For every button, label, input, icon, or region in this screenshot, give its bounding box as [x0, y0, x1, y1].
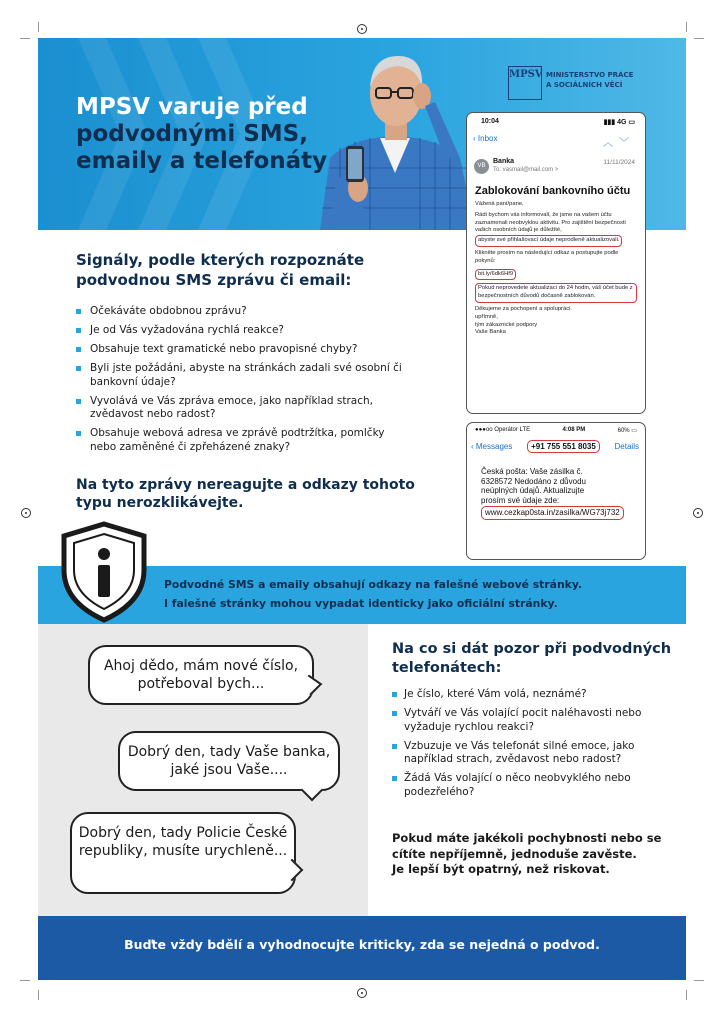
- registration-mark-bottom: [357, 988, 367, 998]
- ministry-name-line-1: MINISTERSTVO PRÁCE: [546, 71, 634, 79]
- ministry-name: [546, 70, 666, 90]
- suspicious-link[interactable]: bit.ly/6dk6Hf9: [475, 269, 516, 281]
- mail-nav-bar: [467, 126, 645, 149]
- list-item: Je číslo, které Vám volá, neznámé?: [392, 688, 668, 702]
- email-subject: Zablokování bankovního účtu: [475, 185, 631, 197]
- speech-bubble: [88, 645, 314, 705]
- email-closing-4: Vaše Banka: [475, 329, 506, 336]
- email-paragraph: Rádi bychom vás informovali, že jsme na vašem účtu zaznamenali neobvyklou aktivitu. Pro zajištění bezpečnosti vašich osobních údajů je důležité, abyste své přihlašovací údaje neprodleně aktualizovali.: [475, 212, 637, 247]
- sms-phone-mockup: [466, 422, 646, 560]
- list-item: Obsahuje webová adresa ve zprávě podtržítka, pomlčky nebo zaměněné či zpřeházené znaky?: [76, 427, 406, 454]
- page-title: [76, 94, 336, 175]
- suspicious-link[interactable]: www.cezkap0sta.in/zasilka/WG73j732: [481, 506, 624, 520]
- highlighted-threat: Pokud neprovedete aktualizaci do 24 hodin, váš účet bude z bezpečnostních důvodů dočasně zablokován.: [475, 283, 637, 303]
- crop-mark: [686, 22, 687, 32]
- crop-mark: [20, 980, 30, 981]
- carrier: ●●●oo Operátor LTE: [475, 427, 531, 433]
- list-item: Byli jste požádáni, abyste na stránkách zadali své osobní či bankovní údaje?: [76, 362, 406, 389]
- registration-mark-top: [357, 24, 367, 34]
- email-closing-2: upřímně,: [475, 313, 498, 320]
- signals-list: [76, 305, 406, 460]
- title-line-1: MPSV varuje před: [76, 94, 308, 120]
- email-paragraph: Klikněte prosím na následující odkaz a postupujte podle pokynů:: [475, 249, 619, 264]
- sender-name: Banka: [493, 158, 515, 165]
- speech-bubble: [70, 812, 296, 894]
- bubble-text: Dobrý den, tady Vaše banka, jaké jsou Vaše....: [127, 744, 331, 778]
- highlighted-request: abyste své přihlašovací údaje neprodleně aktualizovali.: [475, 235, 622, 247]
- info-strip-text: [164, 575, 674, 613]
- list-item: Očekáváte obdobnou zprávu?: [76, 305, 406, 319]
- signals-heading: Signály, podle kterých rozpoznáte podvodnou SMS zprávu či email:: [76, 251, 365, 289]
- battery-indicator: 60% ▭: [617, 428, 637, 434]
- man-with-phone-image: [310, 38, 480, 230]
- email-closing-1: Děkujeme za pochopení a spolupráci.: [475, 305, 572, 312]
- shield-info-icon: [58, 520, 150, 624]
- crop-mark: [38, 990, 39, 1000]
- registration-mark-right: [693, 508, 703, 518]
- list-item: Žádá Vás volající o něco neobvyklého nebo podezřelého?: [392, 772, 668, 799]
- crop-mark: [686, 990, 687, 1000]
- crop-mark: [694, 38, 704, 39]
- messages-back-link[interactable]: ‹ Messages: [471, 442, 513, 451]
- list-item: Obsahuje text gramatické nebo pravopisné chyby?: [76, 343, 406, 357]
- sms-nav-bar: [467, 434, 645, 453]
- details-link[interactable]: Details: [614, 442, 639, 451]
- signal-indicator: ▮▮▮ 4G ▭: [603, 119, 635, 126]
- crop-mark: [694, 980, 704, 981]
- bubble-text: Ahoj dědo, mám nové číslo, potřeboval bych...: [103, 658, 299, 692]
- info-line-1: Podvodné SMS a emaily obsahují odkazy na falešné webové stránky.: [164, 578, 582, 591]
- crop-mark: [38, 22, 39, 32]
- title-line-3: emaily a telefonáty: [76, 148, 328, 174]
- email-greeting: Vážená paní/pane,: [475, 201, 524, 207]
- advice-text-2: Je lepší být opatrný, než riskovat.: [392, 862, 610, 876]
- phone-calls-heading: Na co si dát pozor při podvodných telefonátech:: [392, 641, 672, 676]
- list-item: Vyvolává ve Vás zpráva emoce, jako například strach, zvědavost nebo radost?: [76, 395, 406, 422]
- list-item: Vytváří ve Vás volající pocit naléhavosti nebo vyžaduje rychlou reakci?: [392, 707, 668, 734]
- status-bar: [467, 423, 645, 434]
- registration-mark-left: [21, 508, 31, 518]
- sender-number: +91 755 551 8035: [527, 440, 600, 453]
- speech-bubble: [118, 731, 340, 791]
- crop-mark: [20, 38, 30, 39]
- inbox-back-link[interactable]: ‹ Inbox: [473, 134, 498, 143]
- bubble-text: Dobrý den, tady Policie České republiky, musíte urychleně...: [78, 825, 288, 859]
- info-line-2: I falešné stránky mohou vypadat identicky jako oficiální stránky.: [164, 597, 558, 610]
- sms-text: Česká pošta: Vaše zásilka č. 6328572 Nedodáno z důvodu neúplných údajů. Aktualizujte prosím své údaje zde:: [481, 467, 586, 505]
- list-item: Je od Vás vyžadována rychlá reakce?: [76, 324, 406, 338]
- sms-message: [477, 467, 620, 520]
- email-header: [467, 157, 645, 179]
- status-time: 10:04: [481, 118, 499, 125]
- email-phone-mockup: [466, 112, 646, 414]
- list-item: Vzbuzuje ve Vás telefonát silné emoce, jako například strach, zvědavost nebo radost?: [392, 740, 668, 767]
- title-line-2: podvodnými SMS,: [76, 121, 308, 147]
- email-closing-3: tým zákaznické podpory: [475, 321, 538, 328]
- advice-text: Pokud máte jakékoli pochybnosti nebo se cítíte nepříjemně, jednoduše zavěste.: [392, 831, 662, 861]
- status-time: 4:08 PM: [562, 427, 586, 433]
- ministry-name-line-2: A SOCIÁLNÍCH VĚCÍ: [546, 81, 623, 89]
- signals-warning: Na tyto zprávy nereagujte a odkazy tohoto typu nerozklikávejte.: [76, 477, 415, 511]
- footer-message: Buďte vždy bdělí a vyhodnocujte kriticky, zda se nejedná o podvod.: [124, 937, 600, 952]
- email-body: [475, 201, 637, 337]
- phone-calls-advice: [392, 831, 674, 878]
- mpsv-logo: [508, 66, 542, 100]
- email-date: 11/11/2024: [603, 159, 635, 166]
- recipient: To: vasmail@mail.com >: [493, 167, 559, 173]
- logo-monogram: MPSV: [509, 69, 543, 80]
- phone-calls-list: [392, 688, 668, 805]
- up-down-arrows-icon[interactable]: ︿﹀: [603, 138, 635, 149]
- sender-avatar: VB: [474, 159, 489, 174]
- status-bar: [467, 113, 645, 126]
